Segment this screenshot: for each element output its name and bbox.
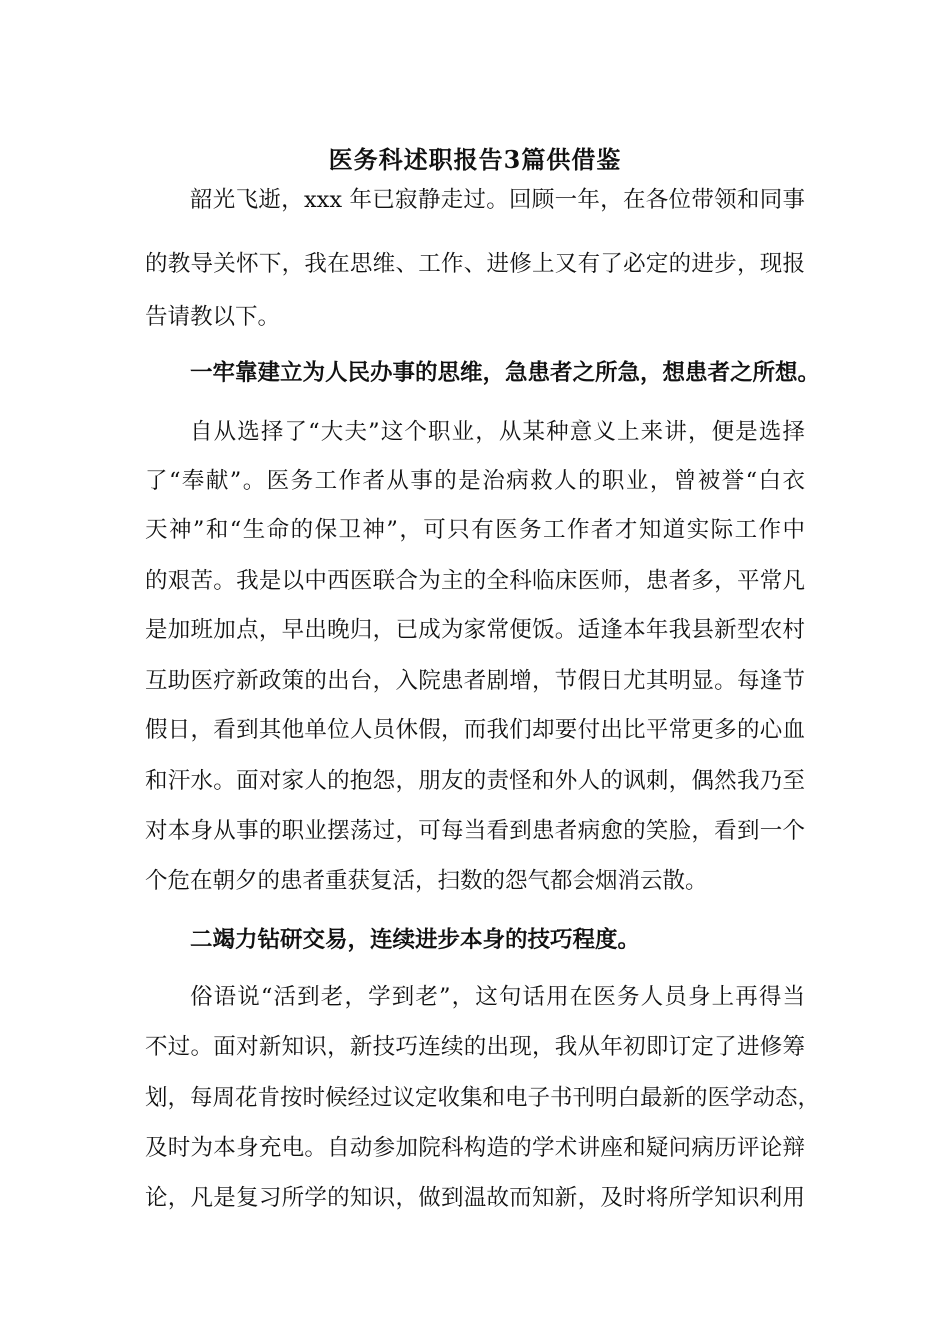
paragraph-line: 互助医疗新政策的出台，入院患者剧增，节假日尤其明显。每逢节 — [145, 668, 805, 694]
paragraph-line: 韶光飞逝，xxx 年已寂静走过。回顾一年，在各位带领和同事 — [190, 187, 805, 213]
paragraph-line: 及时为本身充电。自动参加院科构造的学术讲座和疑问病历评论辩 — [145, 1135, 805, 1161]
paragraph-line: 天神”和“生命的保卫神”，可只有医务工作者才知道实际工作中 — [145, 517, 805, 543]
paragraph-line: 和汗水。面对家人的抱怨，朋友的责怪和外人的讽刺，偶然我乃至 — [145, 768, 805, 794]
paragraph-line: 不过。面对新知识，新技巧连续的出现，我从年初即订定了进修筹 — [145, 1034, 805, 1060]
paragraph-line: 个危在朝夕的患者重获复活，扫数的怨气都会烟消云散。 — [145, 868, 708, 894]
paragraph-line: 了“奉献”。医务工作者从事的是治病救人的职业，曾被誉“白衣 — [145, 468, 805, 494]
paragraph-line: 告请教以下。 — [145, 304, 281, 330]
paragraph-line: 论，凡是复习所学的知识，做到温故而知新，及时将所学知识利用 — [145, 1185, 805, 1211]
paragraph-line: 假日，看到其他单位人员休假，而我们却要付出比平常更多的心血 — [145, 717, 805, 743]
paragraph-line: 的艰苦。我是以中西医联合为主的全科临床医师，患者多，平常凡 — [145, 568, 805, 594]
document-title: 医务科述职报告3篇供借鉴 — [328, 145, 622, 174]
paragraph-line: 的教导关怀下，我在思维、工作、进修上又有了必定的进步，现报 — [145, 251, 805, 277]
paragraph-line: 是加班加点，早出晚归，已成为家常便饭。适逢本年我县新型农村 — [145, 617, 805, 643]
paragraph-line: 对本身从事的职业摆荡过，可每当看到患者病愈的笑脸，看到一个 — [145, 818, 805, 844]
paragraph-line: 自从选择了“大夫”这个职业，从某种意义上来讲，便是选择 — [190, 419, 805, 445]
section-heading: 二竭力钻研交易，连续进步本身的技巧程度。 — [190, 927, 641, 953]
section-heading: 一牢靠建立为人民办事的思维，急患者之所急，想患者之所想。 — [190, 360, 821, 386]
paragraph-line: 划，每周花肯按时候经过议定收集和电子书刊明白最新的医学动态， — [145, 1085, 821, 1111]
paragraph-line: 俗语说“活到老，学到老”，这句话用在医务人员身上再得当 — [190, 984, 805, 1010]
